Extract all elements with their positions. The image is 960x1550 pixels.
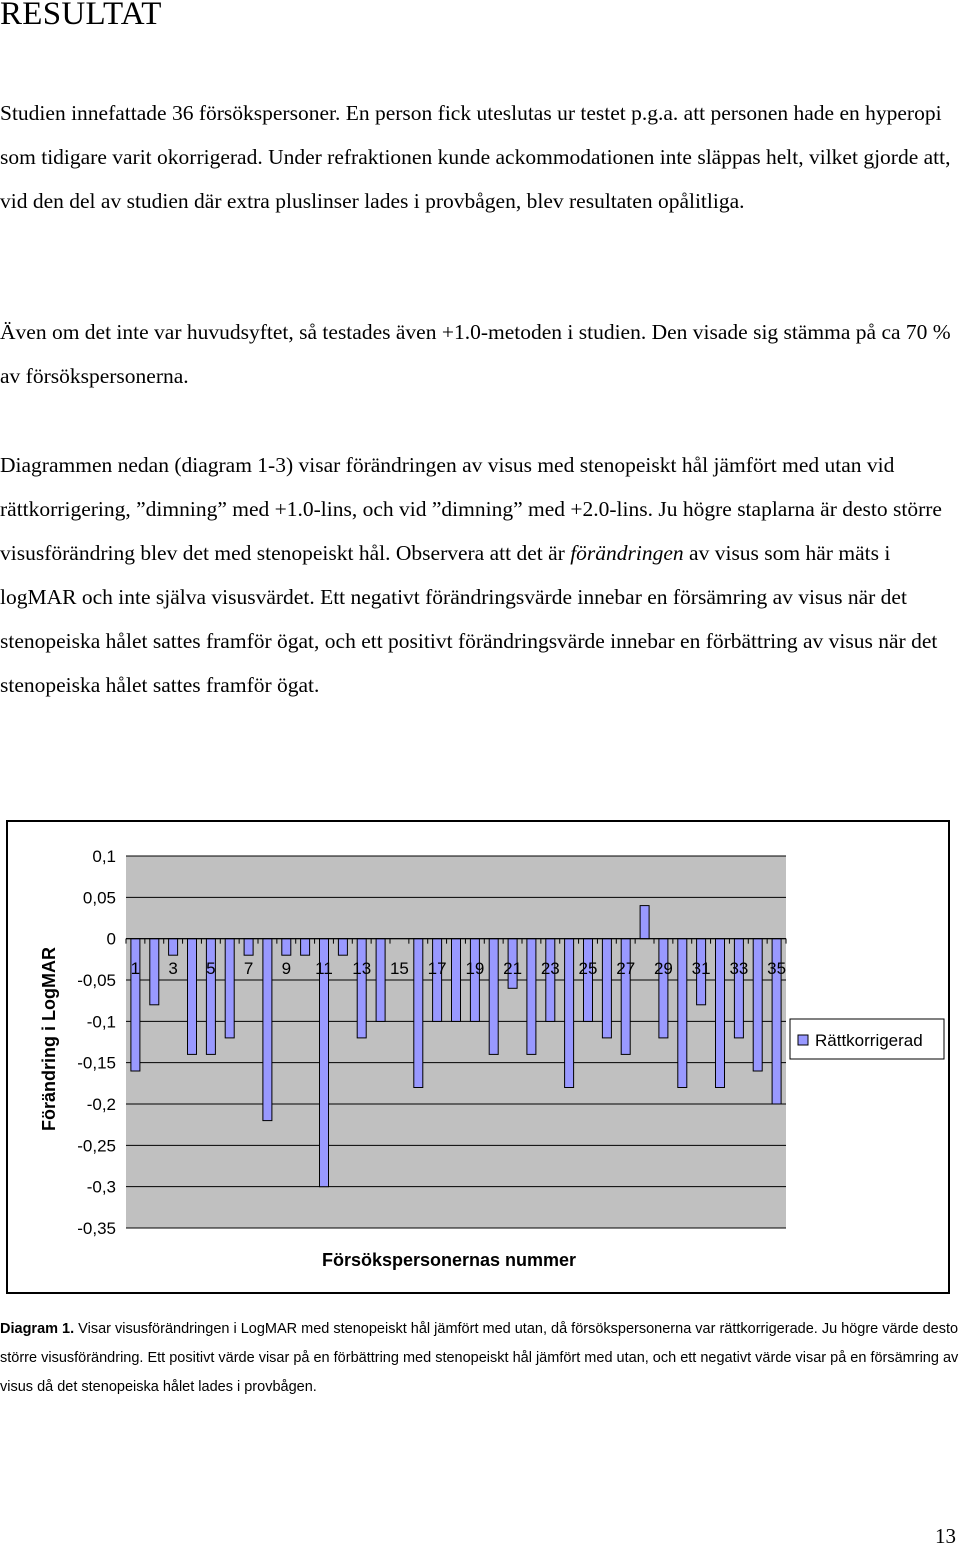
y-tick-label: 0,05 [82, 888, 116, 908]
x-tick-label: 19 [465, 959, 485, 978]
bar [734, 939, 743, 1038]
x-tick-label: 29 [653, 959, 673, 978]
bar [282, 939, 291, 956]
bar [263, 939, 272, 1121]
x-tick-label: 9 [281, 959, 292, 978]
x-tick-label: 1 [130, 959, 141, 978]
emphasis-forandringen: förändringen [570, 541, 684, 565]
y-tick-label: -0,05 [77, 971, 116, 990]
paragraph-part-b: av visus som här mäts i logMAR och inte själva visusvärdet. Ett negativt förändringsvärde innebar en försämring av visus när det stenopeiska hålet sattes framför ögat, och ett positivt förändringsvärde innebar en förbättring av visus när det stenopeiska hålet sattes framför ögat. [0, 541, 938, 697]
caption-text: Visar visusförändringen i LogMAR med stenopeiskt hål jämfört med utan, då försökspersonerna var rättkorrigerade. Ju högre värde desto större visusförändring. Ett positivt värde visar på en förbättring med stenopeiskt hål jämfört med utan, och ett negativt värde visar på en försämring av visus då det stenopeiska hålet lades i provbågen. [0, 1321, 959, 1395]
x-tick-label: 13 [352, 959, 372, 978]
legend-label-rattkorrigerad: Rättkorrigerad [815, 1031, 923, 1050]
y-tick-labels [77, 847, 116, 1238]
x-tick-label: 3 [168, 959, 178, 978]
bar [357, 939, 366, 1038]
y-tick-label: -0,3 [86, 1177, 116, 1197]
legend [790, 1019, 944, 1059]
x-tick-label: 27 [616, 959, 636, 978]
bar [716, 939, 725, 1088]
bar [527, 939, 536, 1055]
bar [244, 939, 253, 956]
bar [489, 939, 498, 1055]
bar [188, 939, 197, 1055]
bar [376, 939, 385, 1022]
x-tick-label: 35 [767, 959, 787, 978]
y-tick-label: -0,35 [77, 1219, 116, 1238]
x-tick-label: 33 [729, 959, 749, 978]
page-number: 13 [935, 1524, 956, 1548]
bar [546, 939, 555, 1022]
y-axis-title: Förändring i LogMAR [39, 947, 59, 1131]
bar [338, 939, 347, 956]
x-tick-label: 21 [503, 959, 523, 978]
bar-chart [8, 822, 948, 1292]
bar [452, 939, 461, 1022]
figure-caption [0, 1315, 960, 1402]
x-tick-label: 17 [427, 959, 447, 978]
x-tick-label: 11 [315, 959, 333, 978]
x-tick-label: 5 [206, 959, 216, 978]
bar [206, 939, 215, 1055]
y-tick-label: -0,25 [77, 1136, 116, 1156]
caption-label: Diagram 1. [0, 1321, 75, 1337]
bar [414, 939, 423, 1088]
bar [659, 939, 668, 1038]
x-tick-label: 25 [578, 959, 598, 978]
bar [301, 939, 310, 956]
bar [433, 939, 442, 1022]
bar [169, 939, 178, 956]
bar [225, 939, 234, 1038]
bar [678, 939, 687, 1088]
bar [640, 906, 649, 939]
legend-swatch [798, 1035, 808, 1045]
bar [565, 939, 574, 1088]
y-tick-label: 0,1 [92, 847, 116, 866]
x-axis-title: Försökspersonernas nummer [321, 1250, 577, 1270]
bar [753, 939, 762, 1071]
y-tick-label: 0 [106, 929, 116, 949]
y-tick-label: -0,15 [77, 1053, 116, 1073]
x-tick-label: 31 [691, 959, 711, 978]
bar [150, 939, 159, 1005]
paragraph-method-test: Även om det inte var huvudsyftet, så testades även +1.0-metoden i studien. Den visade sig stämma på ca 70 % av försökspersonerna. [0, 320, 951, 388]
x-tick-label: 15 [389, 959, 409, 978]
bar [584, 939, 593, 1022]
chart-frame [6, 820, 950, 1294]
paragraph-diagram-explanation [0, 443, 960, 707]
section-heading: RESULTAT [0, 0, 162, 32]
paragraph-part-a: Diagrammen nedan (diagram 1-3) visar förändringen av visus med stenopeiskt hål jämfört med utan vid rättkorrigering, ”dimning” med +1.0-lins, och vid ”dimning” med +2.0-lins. Ju högre staplarna är desto större visusförändring blev det med stenopeiskt hål. Observera att det är [0, 453, 942, 565]
x-tick-label: 7 [243, 959, 254, 978]
y-tick-label: -0,1 [86, 1012, 116, 1032]
paragraph-participants: Studien innefattade 36 försökspersoner. En person fick uteslutas ur testet p.g.a. att personen hade en hyperopi som tidigare varit okorrigerad. Under refraktionen kunde ackommodationen inte släppas helt, vilket gjorde att, vid den del av studien där extra pluslinser lades i provbågen, blev resultaten opålitliga. [0, 101, 951, 213]
bar [621, 939, 630, 1055]
bar [470, 939, 479, 1022]
bar [602, 939, 611, 1038]
x-tick-label: 23 [540, 959, 560, 978]
y-tick-label: -0,2 [86, 1095, 116, 1114]
